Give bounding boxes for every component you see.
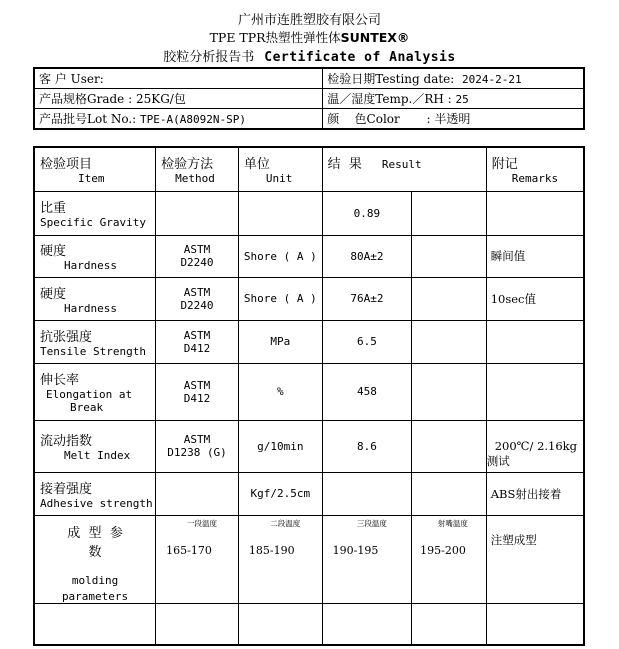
table-row <box>34 235 584 277</box>
grade-field <box>34 89 323 109</box>
remarks-cell: ABS射出接着 <box>486 472 584 515</box>
test-date-label: 检验日期Testing date: <box>327 72 455 86</box>
remarks-cell <box>486 191 584 235</box>
results-table <box>33 146 585 646</box>
header-method: 检验方法 Method <box>156 147 239 191</box>
result-extra-cell <box>412 363 487 420</box>
unit-cell: Kgf/2.5cm <box>238 472 322 515</box>
test-date-value: 2024-2-21 <box>461 73 522 86</box>
table-row <box>34 277 584 320</box>
lot-field <box>34 109 323 130</box>
result-cell: 80A±2 <box>322 235 411 277</box>
table-row <box>34 320 584 363</box>
unit-cell: Shore ( A ) <box>238 235 322 277</box>
method-cell: ASTM D412 <box>156 320 239 363</box>
item-cell: 伸长率 Elongation at Break <box>34 363 156 420</box>
table-row <box>34 363 584 420</box>
result-extra-cell <box>412 420 487 472</box>
color-value: : 半透明 <box>426 112 471 126</box>
temp-value: 25 <box>455 93 469 106</box>
table-row <box>34 191 584 235</box>
company-name: 广州市连胜塑胶有限公司 <box>237 13 381 28</box>
method-cell: ASTM D2240 <box>156 235 239 277</box>
remarks-cell: 200℃/ 2.16kg 测试 <box>486 420 584 472</box>
brand-name: SUNTEX® <box>340 30 410 45</box>
result-extra-cell <box>412 472 487 515</box>
remarks-cell <box>486 320 584 363</box>
remarks-cell: 瞬间值 <box>486 235 584 277</box>
certificate-title <box>0 46 619 65</box>
unit-cell: g/10min <box>238 420 322 472</box>
header-item: 检验项目 Item <box>34 147 156 191</box>
result-extra-cell <box>412 277 487 320</box>
test-date-field <box>323 68 584 89</box>
molding-item: 成 型 参 数 molding parameters <box>34 515 156 603</box>
color-label: 颜 色Color <box>327 112 400 126</box>
item-cell: 硬度 Hardness <box>34 277 156 320</box>
item-cell: 流动指数 Melt Index <box>34 420 156 472</box>
grade-label: 产品规格Grade : <box>39 92 133 106</box>
zone-4: 射嘴温度 195-200 <box>412 515 487 603</box>
remarks-cell <box>486 363 584 420</box>
certificate-title-zh: 胶粒分析报告书 <box>163 50 255 65</box>
unit-cell <box>238 191 322 235</box>
remarks-cell: 10sec值 <box>486 277 584 320</box>
item-cell: 接着强度 Adhesive strength <box>34 472 156 515</box>
info-table <box>33 67 585 130</box>
molding-remarks: 注塑成型 <box>486 515 584 603</box>
zone-1: 一段温度 165-170 <box>156 515 239 603</box>
subtitle-prefix: TPE TPR热塑性弹性体 <box>209 30 341 45</box>
grade-value: 25KG/包 <box>135 92 186 106</box>
result-cell: 6.5 <box>322 320 411 363</box>
customer-field: 客 户 User: <box>34 68 323 89</box>
item-cell: 硬度 Hardness <box>34 235 156 277</box>
method-cell <box>156 191 239 235</box>
method-cell: ASTM D412 <box>156 363 239 420</box>
method-cell: ASTM D2240 <box>156 277 239 320</box>
header-result: 结 果 Result <box>322 147 486 191</box>
product-subtitle <box>0 28 619 46</box>
header-unit: 单位 Unit <box>238 147 322 191</box>
unit-cell: % <box>238 363 322 420</box>
result-extra-cell <box>412 320 487 363</box>
lot-label: 产品批号Lot No.: <box>39 112 137 126</box>
table-row <box>34 472 584 515</box>
item-cell: 抗张强度 Tensile Strength <box>34 320 156 363</box>
result-extra-cell <box>412 191 487 235</box>
result-cell <box>322 472 411 515</box>
molding-row <box>34 515 584 603</box>
table-header-row <box>34 147 584 191</box>
result-cell: 76A±2 <box>322 277 411 320</box>
result-extra-cell <box>412 235 487 277</box>
method-cell: ASTM D1238 (G) <box>156 420 239 472</box>
unit-cell: MPa <box>238 320 322 363</box>
unit-cell: Shore ( A ) <box>238 277 322 320</box>
header-remarks: 附记 Remarks <box>486 147 584 191</box>
zone-3: 三段温度 190-195 <box>322 515 411 603</box>
temp-label: 温／湿度Temp.／RH : <box>327 92 452 106</box>
empty-row <box>34 603 584 645</box>
certificate-title-en: Certificate of Analysis <box>264 50 456 65</box>
temp-field <box>323 89 584 109</box>
zone-2: 二段温度 185-190 <box>238 515 322 603</box>
result-cell: 8.6 <box>322 420 411 472</box>
lot-value: TPE-A(A8092N-SP) <box>140 113 246 126</box>
result-cell: 458 <box>322 363 411 420</box>
table-row <box>34 420 584 472</box>
method-cell <box>156 472 239 515</box>
color-field <box>323 109 584 130</box>
item-cell: 比重 Specific Gravity <box>34 191 156 235</box>
result-cell: 0.89 <box>322 191 411 235</box>
